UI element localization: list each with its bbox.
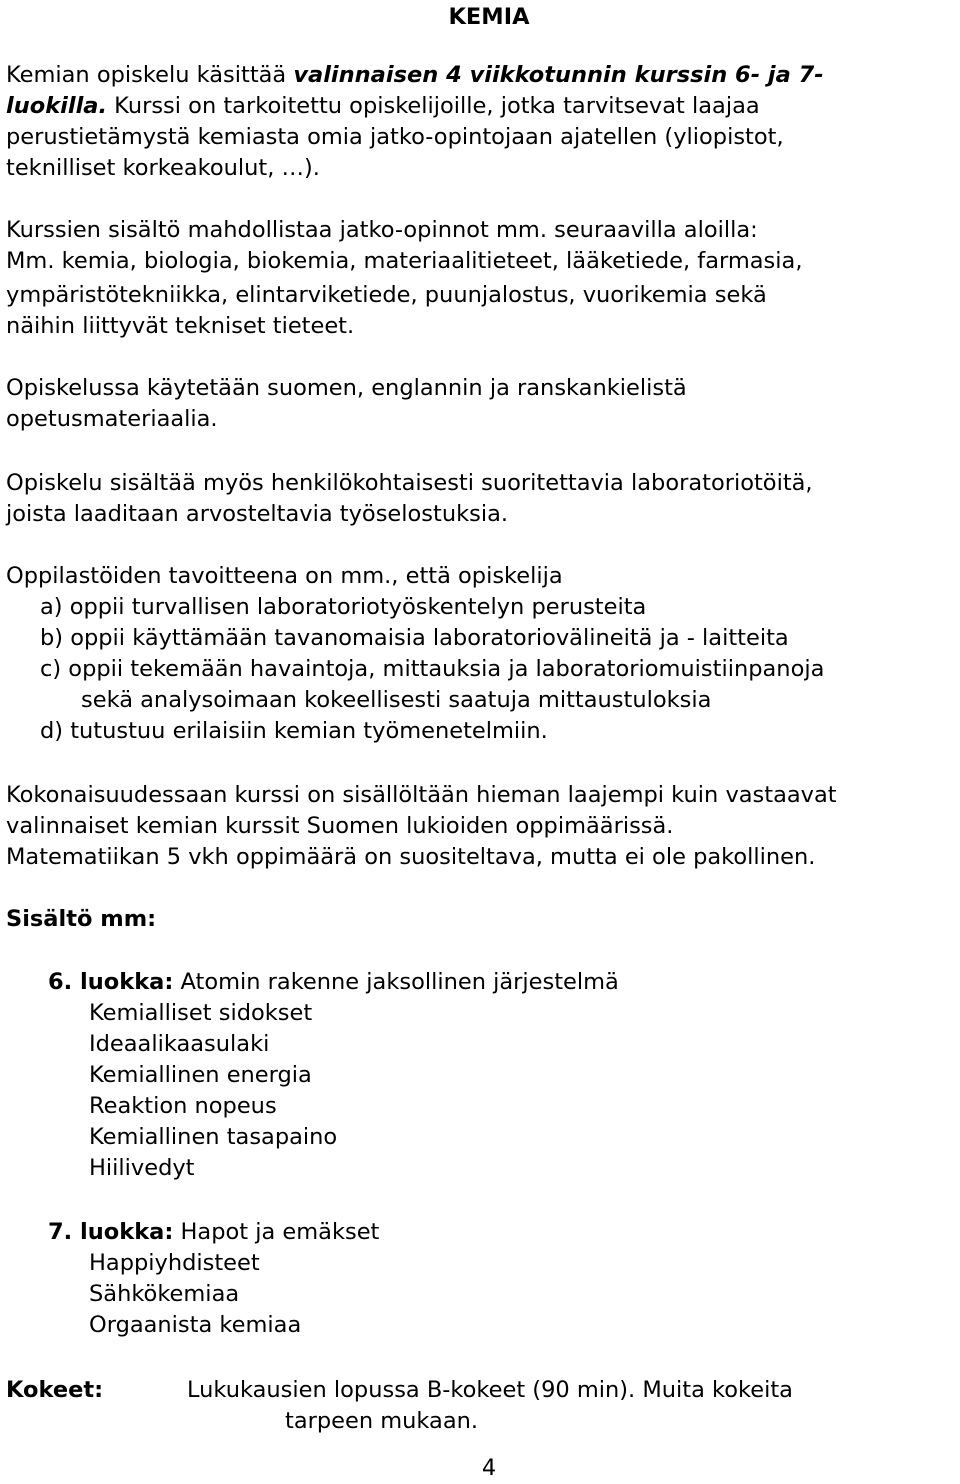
- fields-line-2: Mm. kemia, biologia, biokemia, materiaalitieteet, lääketiede, farmasia,: [6, 248, 803, 274]
- grade7-line: [48, 1217, 379, 1248]
- exams-label: Kokeet:: [6, 1377, 104, 1403]
- lab-line-1: Opiskelu sisältää myös henkilökohtaisesti suoritettavia laboratoriotöitä,: [6, 470, 813, 496]
- goal-a: a) oppii turvallisen laboratoriotyöskentelyn perusteita: [40, 594, 647, 620]
- exams-line-2: tarpeen mukaan.: [285, 1408, 479, 1434]
- summary-line-2: valinnaiset kemian kurssit Suomen lukioiden oppimäärissä.: [6, 813, 674, 839]
- goals-intro: Oppilastöiden tavoitteena on mm., että opiskelija: [6, 563, 563, 589]
- intro-text-cont: Kurssi on tarkoitettu opiskelijoille, jotka tarvitsevat laajaa: [107, 93, 760, 119]
- grade6-label: 6. luokka:: [48, 969, 174, 995]
- goal-b: b) oppii käyttämään tavanomaisia laboratoriovälineitä ja - laitteita: [40, 625, 789, 651]
- goal-c: c) oppii tekemään havaintoja, mittauksia ja laboratoriomuistiinpanoja: [40, 656, 825, 682]
- page-title: KEMIA: [448, 4, 530, 30]
- lab-line-2: joista laaditaan arvosteltavia työselostuksia.: [6, 501, 509, 527]
- exams-line-1: Lukukausien lopussa B-kokeet (90 min). Muita kokeita: [187, 1377, 793, 1403]
- grade6-line: [48, 967, 619, 998]
- page-number: 4: [481, 1455, 497, 1481]
- grade6-topic: Kemiallinen energia: [89, 1062, 312, 1088]
- fields-line-3: ympäristötekniikka, elintarviketiede, puunjalostus, vuorikemia sekä: [6, 282, 767, 308]
- summary-line-1: Kokonaisuudessaan kurssi on sisällöltään hieman laajempi kuin vastaavat: [6, 782, 837, 808]
- grade6-first-topic: Atomin rakenne jaksollinen järjestelmä: [173, 969, 619, 995]
- intro-line-1: [6, 60, 824, 91]
- intro-text: Kemian opiskelu käsittää: [6, 62, 294, 88]
- grade7-topic: Sähkökemiaa: [89, 1281, 240, 1307]
- intro-line-3: perustietämystä kemiasta omia jatko-opintojaan ajatellen (yliopistot,: [6, 124, 784, 150]
- grade7-topic: Happiyhdisteet: [89, 1250, 260, 1276]
- grade6-topic: Ideaalikaasulaki: [89, 1031, 270, 1057]
- languages-line-1: Opiskelussa käytetään suomen, englannin ja ranskankielistä: [6, 375, 687, 401]
- fields-line-4: näihin liittyvät tekniset tieteet.: [6, 313, 355, 339]
- languages-line-2: opetusmateriaalia.: [6, 406, 218, 432]
- grade6-topic: Reaktion nopeus: [89, 1093, 277, 1119]
- grade7-first-topic: Hapot ja emäkset: [173, 1219, 380, 1245]
- goal-d: d) tutustuu erilaisiin kemian työmenetelmiin.: [40, 718, 548, 744]
- summary-line-3: Matematiikan 5 vkh oppimäärä on suositeltava, mutta ei ole pakollinen.: [6, 844, 816, 870]
- grade6-topic: Kemiallinen tasapaino: [89, 1124, 338, 1150]
- grade6-topic: Kemialliset sidokset: [89, 1000, 313, 1026]
- fields-line-1: Kurssien sisältö mahdollistaa jatko-opinnot mm. seuraavilla aloilla:: [6, 217, 758, 243]
- intro-emphasis: valinnaisen 4 viikkotunnin kurssin 6- ja 7-: [293, 62, 824, 88]
- goal-c-cont: sekä analysoimaan kokeellisesti saatuja mittaustuloksia: [81, 687, 712, 713]
- grade7-label: 7. luokka:: [48, 1219, 174, 1245]
- intro-line-2: [6, 91, 760, 122]
- intro-line-4: teknilliset korkeakoulut, …).: [6, 155, 320, 181]
- intro-emphasis-cont: luokilla.: [6, 93, 108, 119]
- content-heading: Sisältö mm:: [6, 906, 157, 932]
- grade7-topic: Orgaanista kemiaa: [89, 1312, 302, 1338]
- grade6-topic: Hiilivedyt: [89, 1155, 195, 1181]
